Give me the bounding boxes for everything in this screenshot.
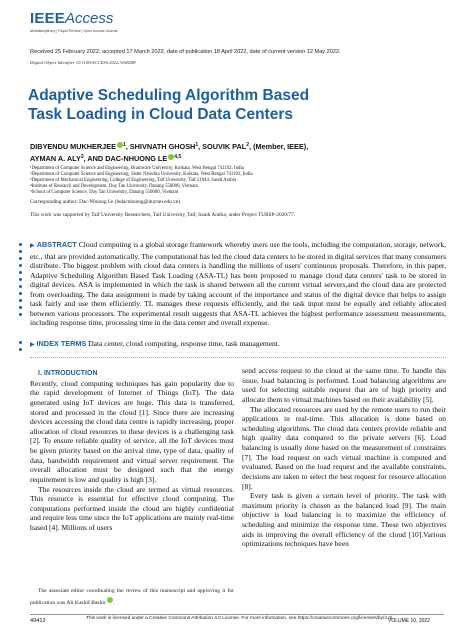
index-terms [30,339,446,351]
author-affil-sup: 2 [246,142,250,148]
body-paragraph: Every task is given a certain level of priority. The task with maximum priority is chosen as the balanced load [9]. The main objective is load balancing is to maximize the efficiency of scheduling and minimize the response time. These two objectives aids in improving the overall efficiency of the cloud [10].Various optimizations techniques have been [242,491,446,549]
logo-ieee-text: IEEE [30,10,65,27]
left-column [30,369,234,533]
author-affil-sup: 3 [80,154,84,160]
abstract-heading: ABSTRACT [36,240,77,249]
author-name: , SOUVIK PAL [198,142,247,151]
journal-logo [30,10,113,28]
author-name: , AND DAC-NHUONG LE [83,154,168,163]
journal-tagline: Multidisciplinary | Rapid Review | Open Access Journal [30,29,118,33]
affiliation-line: ¹Department of Computer Science and Engineering, Brainware University, Kolkata, West Bengal 741102, India [30,166,244,171]
funding-note: This work was supported by Taif University Researchers, Taif University, Taif, Saudi Arabia, under Project TURSP-2020/77. [30,212,296,218]
logo-access-text: Access [64,10,114,27]
affiliation-line: ⁵School of Computer Science, Duy Tan University, Danang 550000, Vietnam [30,190,179,196]
footer-rule [30,614,444,615]
right-column [242,366,446,549]
affiliations [30,166,450,196]
author-affil-sup: 1 [195,142,199,148]
doi-line: Digital Object Identifier 10.1109/ACCESS.2022.3168288 [30,60,136,65]
affiliation-line: ⁴Institute of Research and Development, Duy Tan University, Danang 550000, Vietnam [30,184,199,190]
section-heading: I. INTRODUCTION [38,370,98,377]
paper-title: Adaptive Scheduling Algorithm Based Task Loading in Cloud Data Centers [28,87,310,123]
license-text[interactable]: This work is licensed under a Creative Commons Attribution 4.0 License. For more information, see https://creativecommons.org/licenses/by/4.0/ [86,616,393,621]
volume-label: VOLUME 10, 2022 [388,618,430,624]
affiliation-line: ³Department of Mechanical Engineering, College of Engineering, Taif University, Taif 21944, Saudi Arabia [30,178,237,184]
body-paragraph: Recently, cloud computing techniques has gain popularity due to the rapid development of Internet of Things (IoT). The data generated using IoT devices are huge. This data is transferred, stored and processed in the cloud [1]. Since there are increasing devices accessing the cloud data centre is rapidly increasing, proper allocation of cloud resources to these devices is a challenging task [2]. To ensure reliable quality of service, all the IoT devices must be given priority based on the arrival time, type of data, quality of data, bandwidth requirement and virtual server requirement. The overall allocation must be designed such that the energy requirement is low and quality is high [3]. [30,378,234,484]
author-name: , SHIVNATH GHOSH [125,142,196,151]
author-list [30,140,450,164]
section-divider [30,357,446,358]
index-terms-text: Data center, cloud computing, response time, task management. [88,339,280,348]
triangle-icon: ▶ [30,342,35,348]
index-terms-side-dots [19,341,22,355]
author-affil-sup: 4,5 [174,154,182,160]
abstract-side-dots [19,243,22,320]
body-paragraph: send access request to the cloud at the same time. To handle this issue, load balancing is performed. Load balancing algorithms are used for selecting suitable request that are of high priority and allocate them to virtual machines based on their availability [5]. [242,366,446,404]
abstract-block [30,240,446,328]
author-name: DIBYENDU MUKHERJEE [30,142,116,151]
affiliation-line: ²Department of Computer Science and Engineering, Sister Nivedita University, Kolkata, West Bengal 741101, India [30,172,253,178]
abstract-text: Cloud computing is a global storage framework whereby users use the tools, including the computation, storage, network, etc., that are provided automatically. The computational has led the cloud data centers to be stored in digital services that many consumers distribute. The biggest problem with cloud data centers is handling the millions of users' continuous proposals. Therefore, in this paper, Adaptive Scheduling Algorithm Based Task Loading (ASA-TL) has been proposed to manage cloud data centers' task to be stored in digital devices. ASA is implemented in which the task is shared between all the current virtual servers,and the cloud data are protected from overloading. The data assignment is made by taking account of the importance and status of the digital device that helps to assign task fairly and use them efficiently. TL manages these requests efficiently, and the task input must be equally and reliably allocated between various processors. The experimental result suggests that ASA-TL achieves the highest performance assessment measurements, including response time, processing time in the data center and overall expense. [30,240,446,328]
author-membership: , (Member, IEEE), [249,142,309,151]
triangle-icon: ▶ [30,243,35,249]
editor-note: The associate editor coordinating the review of this manuscript and approving it for publication was Ali Kashif Bashir . [30,588,234,606]
body-paragraph: The allocated resources are used by the remote users to run their applications in real-time. This allocation is done based on scheduling algorithms. The cloud data centers provide reliable and high quality data compared to the private servers [6]. Load balancing is usually done based on the measurement of constraints [7]. The load request on each virtual machine is computed and evaluated. Based on the load request and the available constraints, decisions are taken to select the best request for resource allocation [8]. [242,404,446,491]
editor-note-text: The associate editor coordinating the review of this manuscript and approving it for publication was Ali Kashif Bashir [30,588,234,606]
index-terms-heading: INDEX TERMS [36,339,87,348]
author-name: AYMAN A. ALY [30,154,81,163]
corresponding-author: Corresponding author: Dac-Nhuong Le (ledacnhuong@duytan.edu.vn) [30,199,181,205]
author-affil-sup: 1 [122,142,126,148]
publication-dates: Received 25 February 2022, accepted 17 March 2022, date of publication 18 April 2022, date of current version 12 May 2022. [30,49,341,55]
page-number: 49412 [30,618,46,624]
body-paragraph: The resources inside the cloud are termed as virtual resources. This resource is essential for effective cloud computing. The computations performed inside the cloud are highly confidential and require less time since the IoT applications are mainly real-time based [4]. Millions of users [30,484,234,532]
